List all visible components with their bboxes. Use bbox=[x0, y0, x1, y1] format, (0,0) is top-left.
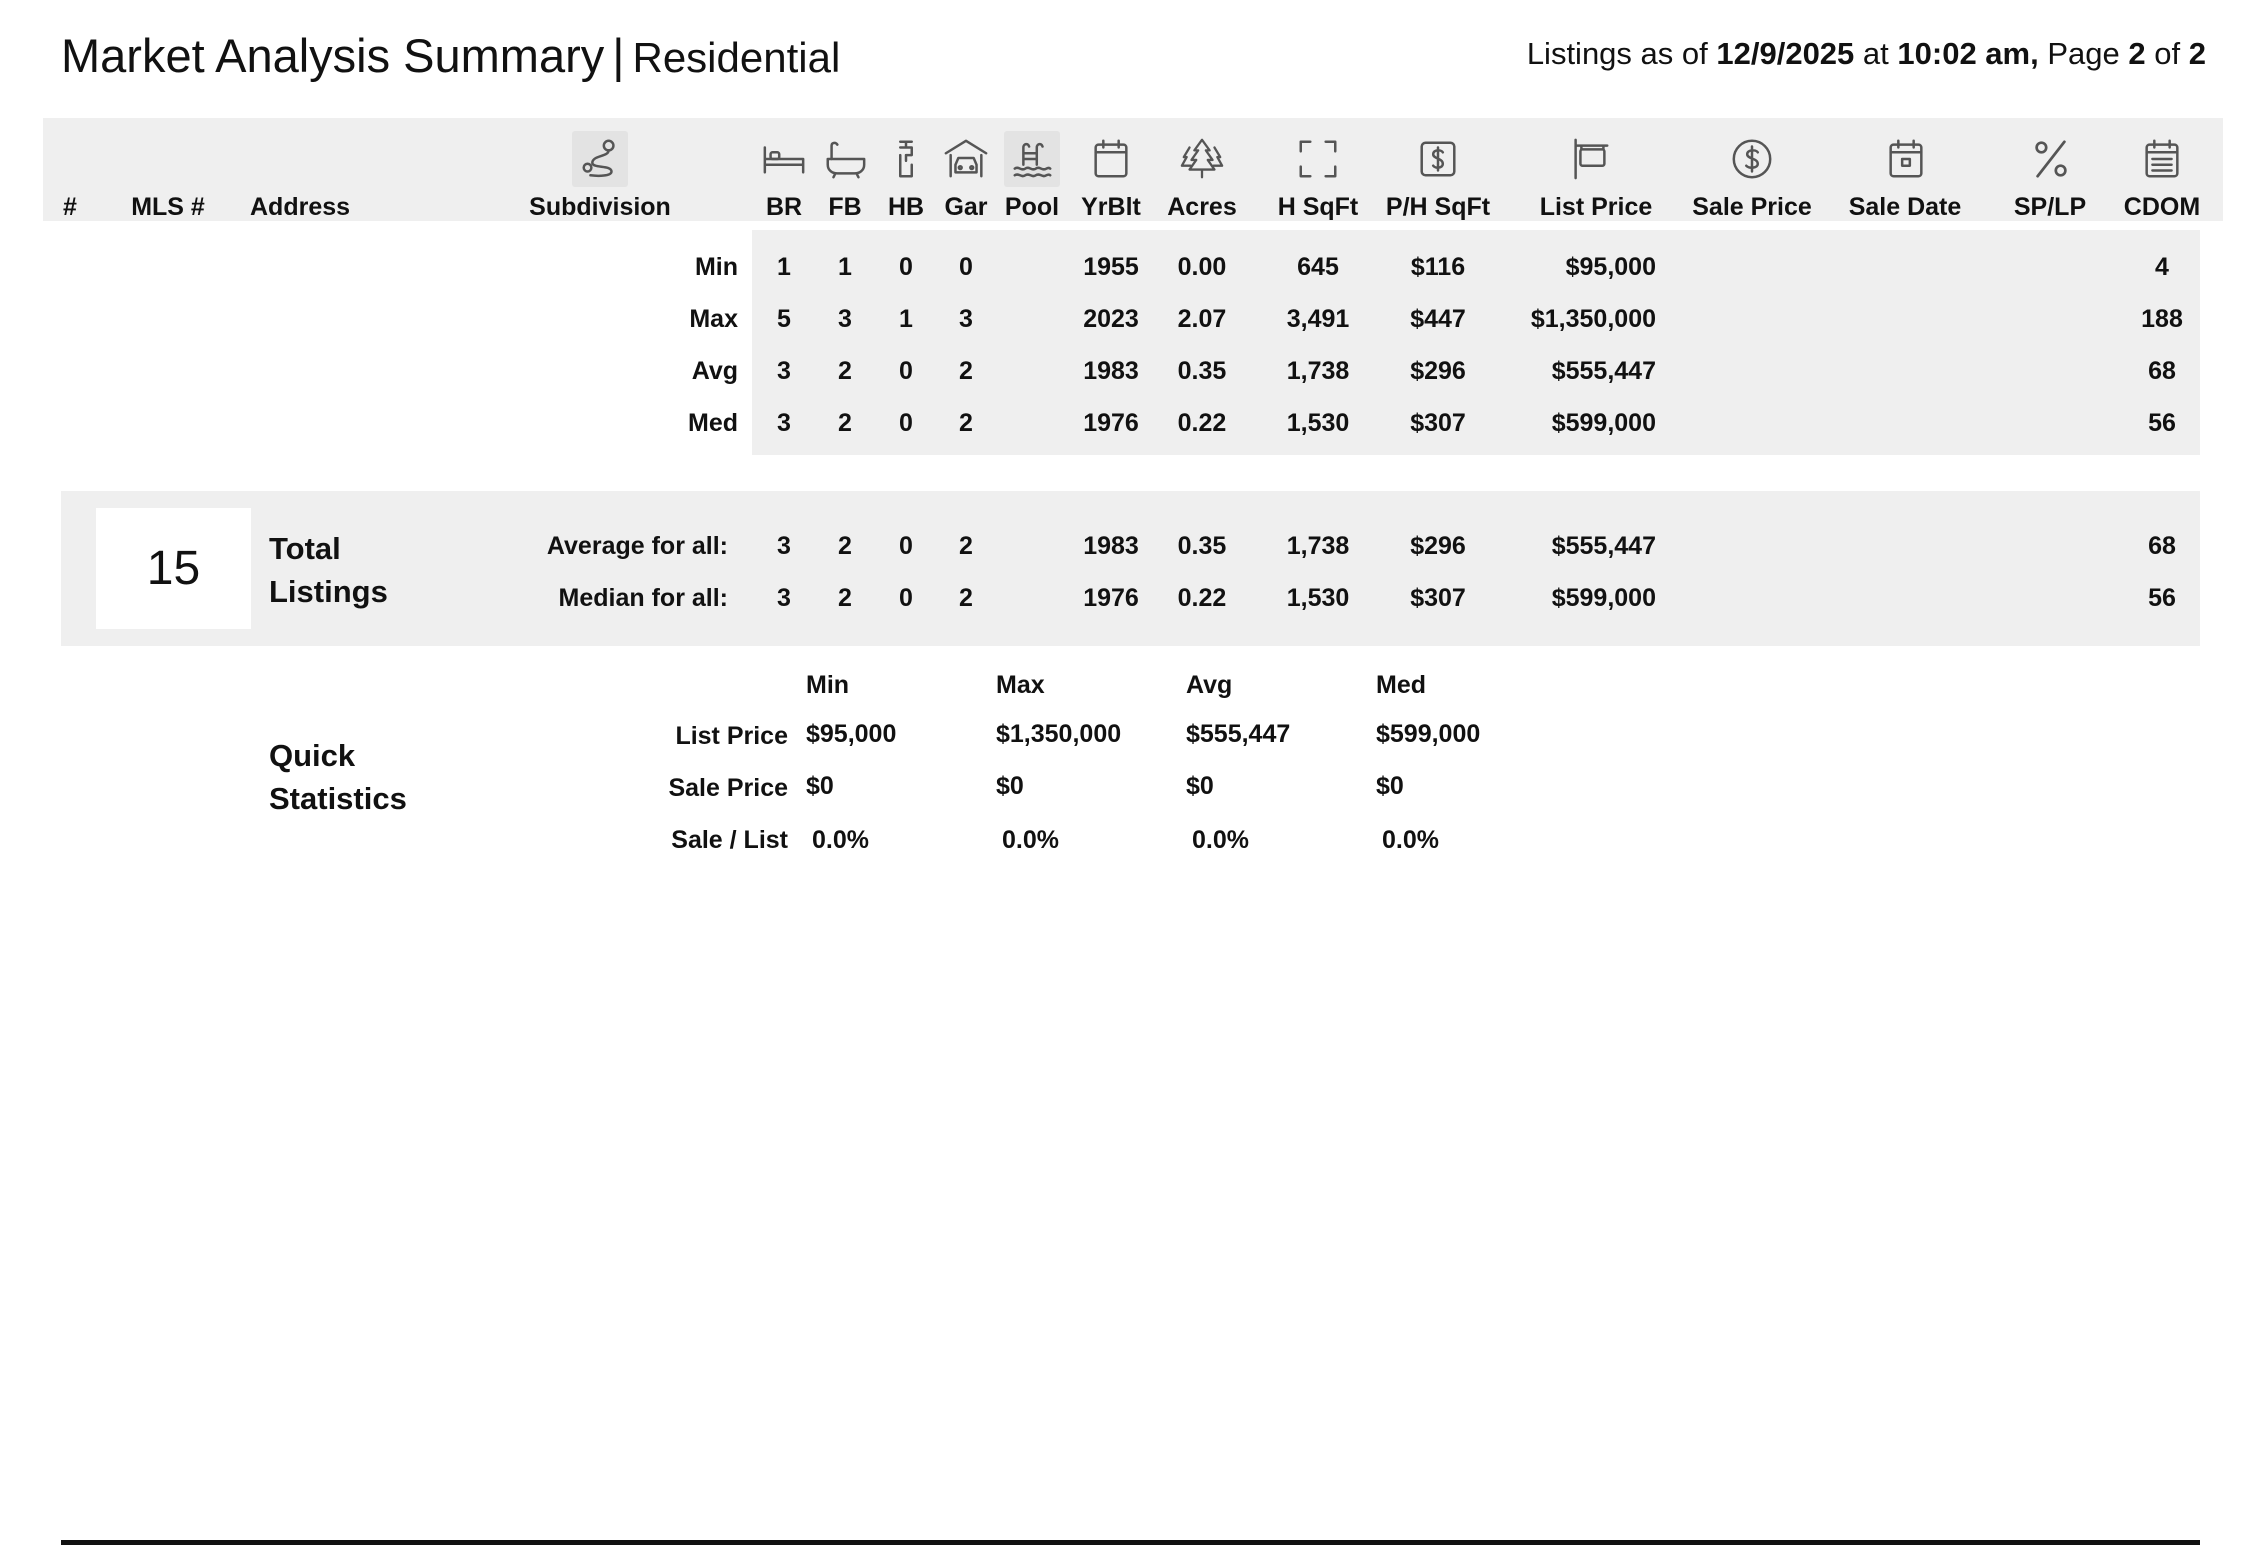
stats-med-hsqft: 1,530 bbox=[1286, 409, 1350, 437]
totals-med-hb: 0 bbox=[899, 584, 913, 612]
col-sale-price: Sale Price bbox=[1692, 193, 1812, 221]
stats-med-hb: 0 bbox=[899, 409, 913, 437]
stats-avg-fb: 2 bbox=[838, 357, 852, 385]
col-yrblt: YrBlt bbox=[1081, 193, 1141, 221]
total-label-line2: Listings bbox=[269, 574, 388, 609]
average-for-all-label: Average for all: bbox=[546, 532, 728, 560]
stats-avg-yrblt: 1983 bbox=[1083, 357, 1139, 385]
bathtub-icon bbox=[817, 131, 873, 187]
stats-max-yrblt: 2023 bbox=[1083, 305, 1139, 333]
stats-max-fb: 3 bbox=[838, 305, 852, 333]
totals-avg-cdom: 68 bbox=[2148, 532, 2176, 560]
stats-min-hsqft: 645 bbox=[1297, 253, 1339, 281]
stats-avg-acres: 0.35 bbox=[1177, 357, 1227, 385]
trees-icon bbox=[1174, 131, 1230, 187]
col-hsqft: H SqFt bbox=[1277, 193, 1359, 221]
total-count: 15 bbox=[146, 542, 201, 595]
totals-avg-fb: 2 bbox=[838, 532, 852, 560]
totals-avg-gar: 2 bbox=[959, 532, 973, 560]
stats-min-hb: 0 bbox=[899, 253, 913, 281]
pool-icon bbox=[1004, 131, 1060, 187]
stats-avg-hsqft: 1,738 bbox=[1286, 357, 1350, 385]
quick-row-sale-price-label: Sale Price bbox=[668, 774, 788, 802]
stats-label-max: Max bbox=[689, 305, 738, 333]
quick-list-price-min: $95,000 bbox=[806, 720, 897, 748]
stats-min-yrblt: 1955 bbox=[1083, 253, 1139, 281]
quick-sale-list-avg: 0.0% bbox=[1192, 826, 1249, 854]
stats-label-avg: Avg bbox=[691, 357, 738, 385]
page-total: 2 bbox=[2188, 36, 2206, 71]
totals-avg-yrblt: 1983 bbox=[1083, 532, 1139, 560]
quick-statistics-label bbox=[269, 734, 407, 820]
as-of-date: 12/9/2025 bbox=[1716, 36, 1855, 71]
total-count-box bbox=[96, 508, 251, 629]
stats-label-min: Min bbox=[694, 253, 738, 281]
garage-icon bbox=[938, 131, 994, 187]
col-mls: MLS # bbox=[131, 193, 205, 221]
col-pool: Pool bbox=[1004, 193, 1060, 221]
totals-avg-br: 3 bbox=[777, 532, 791, 560]
quick-sale-list-min: 0.0% bbox=[812, 826, 869, 854]
totals-avg-hb: 0 bbox=[899, 532, 913, 560]
col-hb: HB bbox=[887, 193, 925, 221]
page-word: Page bbox=[2047, 36, 2120, 71]
col-address: Address bbox=[250, 193, 351, 221]
col-splp: SP/LP bbox=[2013, 193, 2087, 221]
quick-header-med: Med bbox=[1376, 671, 1426, 699]
quick-sale-list-med: 0.0% bbox=[1382, 826, 1439, 854]
totals-med-phsqft: $307 bbox=[1410, 584, 1466, 612]
stats-avg-list-price: $555,447 bbox=[1551, 357, 1656, 385]
stats-med-br: 3 bbox=[777, 409, 791, 437]
stats-med-acres: 0.22 bbox=[1177, 409, 1227, 437]
route-icon bbox=[572, 131, 628, 187]
price-tag-icon bbox=[1410, 131, 1466, 187]
stats-max-cdom: 188 bbox=[2141, 305, 2183, 333]
quick-sale-list-max: 0.0% bbox=[1002, 826, 1059, 854]
stats-min-list-price: $95,000 bbox=[1565, 253, 1656, 281]
quick-label-line2: Statistics bbox=[269, 781, 407, 816]
stats-med-yrblt: 1976 bbox=[1083, 409, 1139, 437]
totals-med-fb: 2 bbox=[838, 584, 852, 612]
faucet-icon bbox=[878, 131, 934, 187]
quick-label-line1: Quick bbox=[269, 738, 356, 773]
totals-med-acres: 0.22 bbox=[1177, 584, 1227, 612]
stats-med-list-price: $599,000 bbox=[1551, 409, 1656, 437]
stats-label-med: Med bbox=[688, 409, 738, 437]
col-acres: Acres bbox=[1167, 193, 1237, 221]
stats-avg-phsqft: $296 bbox=[1410, 357, 1466, 385]
stats-med-fb: 2 bbox=[838, 409, 852, 437]
percent-icon bbox=[2023, 131, 2079, 187]
page-title bbox=[61, 26, 840, 88]
stats-min-phsqft: $116 bbox=[1410, 253, 1466, 281]
median-for-all-label: Median for all: bbox=[558, 584, 728, 612]
quick-sale-price-avg: $0 bbox=[1186, 772, 1214, 800]
expand-icon bbox=[1290, 131, 1346, 187]
calendar-list-icon bbox=[2134, 131, 2190, 187]
col-fb: FB bbox=[828, 193, 862, 221]
title-separator: | bbox=[612, 29, 625, 82]
col-num: # bbox=[63, 193, 77, 221]
calendar-icon bbox=[1083, 131, 1139, 187]
quick-sale-price-med: $0 bbox=[1376, 772, 1404, 800]
listings-as-of bbox=[1527, 34, 2206, 74]
sign-icon bbox=[1562, 131, 1618, 187]
totals-med-hsqft: 1,530 bbox=[1286, 584, 1350, 612]
totals-med-br: 3 bbox=[777, 584, 791, 612]
col-list-price: List Price bbox=[1539, 193, 1653, 221]
quick-sale-price-min: $0 bbox=[806, 772, 834, 800]
total-label-line1: Total bbox=[269, 531, 341, 566]
totals-avg-list-price: $555,447 bbox=[1551, 532, 1656, 560]
stats-min-acres: 0.00 bbox=[1177, 253, 1227, 281]
stats-max-list-price: $1,350,000 bbox=[1530, 305, 1656, 333]
totals-med-yrblt: 1976 bbox=[1083, 584, 1139, 612]
col-gar: Gar bbox=[944, 193, 988, 221]
quick-header-max: Max bbox=[996, 671, 1045, 699]
stats-med-phsqft: $307 bbox=[1410, 409, 1466, 437]
page-of: of bbox=[2154, 36, 2181, 71]
col-phsqft: P/H SqFt bbox=[1385, 193, 1491, 221]
bed-icon bbox=[756, 131, 812, 187]
totals-med-list-price: $599,000 bbox=[1551, 584, 1656, 612]
stats-max-hsqft: 3,491 bbox=[1286, 305, 1350, 333]
totals-med-cdom: 56 bbox=[2148, 584, 2176, 612]
col-subdivision: Subdivision bbox=[529, 193, 671, 221]
quick-header-avg: Avg bbox=[1186, 671, 1233, 699]
stats-max-acres: 2.07 bbox=[1177, 305, 1227, 333]
stats-max-hb: 1 bbox=[899, 305, 913, 333]
quick-list-price-max: $1,350,000 bbox=[996, 720, 1122, 748]
stats-avg-hb: 0 bbox=[899, 357, 913, 385]
quick-list-price-med: $599,000 bbox=[1376, 720, 1481, 748]
stats-avg-cdom: 68 bbox=[2148, 357, 2176, 385]
as-of-time: 10:02 am, bbox=[1897, 36, 2039, 71]
col-cdom: CDOM bbox=[2123, 193, 2201, 221]
totals-avg-hsqft: 1,738 bbox=[1286, 532, 1350, 560]
report-title: Market Analysis Summary bbox=[61, 29, 605, 82]
col-sale-date: Sale Date bbox=[1848, 193, 1962, 221]
totals-med-gar: 2 bbox=[959, 584, 973, 612]
report-subtitle: Residential bbox=[632, 34, 841, 81]
quick-row-list-price-label: List Price bbox=[675, 722, 788, 750]
calendar-day-icon bbox=[1878, 131, 1934, 187]
stats-avg-br: 3 bbox=[777, 357, 791, 385]
stats-min-fb: 1 bbox=[838, 253, 852, 281]
quick-sale-price-max: $0 bbox=[996, 772, 1024, 800]
col-br: BR bbox=[765, 193, 803, 221]
dollar-circle-icon bbox=[1724, 131, 1780, 187]
stats-max-br: 5 bbox=[777, 305, 791, 333]
total-listings-label bbox=[269, 527, 388, 613]
totals-avg-acres: 0.35 bbox=[1177, 532, 1227, 560]
as-of-prefix: Listings as of bbox=[1526, 36, 1708, 71]
stats-avg-gar: 2 bbox=[959, 357, 973, 385]
quick-header-min: Min bbox=[806, 671, 850, 699]
stats-med-gar: 2 bbox=[959, 409, 973, 437]
as-of-at: at bbox=[1862, 36, 1889, 71]
totals-avg-phsqft: $296 bbox=[1410, 532, 1466, 560]
stats-max-phsqft: $447 bbox=[1410, 305, 1466, 333]
bottom-rule bbox=[61, 1540, 2200, 1545]
stats-med-cdom: 56 bbox=[2148, 409, 2176, 437]
stats-min-gar: 0 bbox=[959, 253, 973, 281]
quick-row-sale-list-label: Sale / List bbox=[671, 826, 788, 854]
stats-max-gar: 3 bbox=[959, 305, 973, 333]
page-number: 2 bbox=[2128, 36, 2146, 71]
stats-min-cdom: 4 bbox=[2155, 253, 2169, 281]
stats-min-br: 1 bbox=[777, 253, 791, 281]
quick-list-price-avg: $555,447 bbox=[1186, 720, 1291, 748]
